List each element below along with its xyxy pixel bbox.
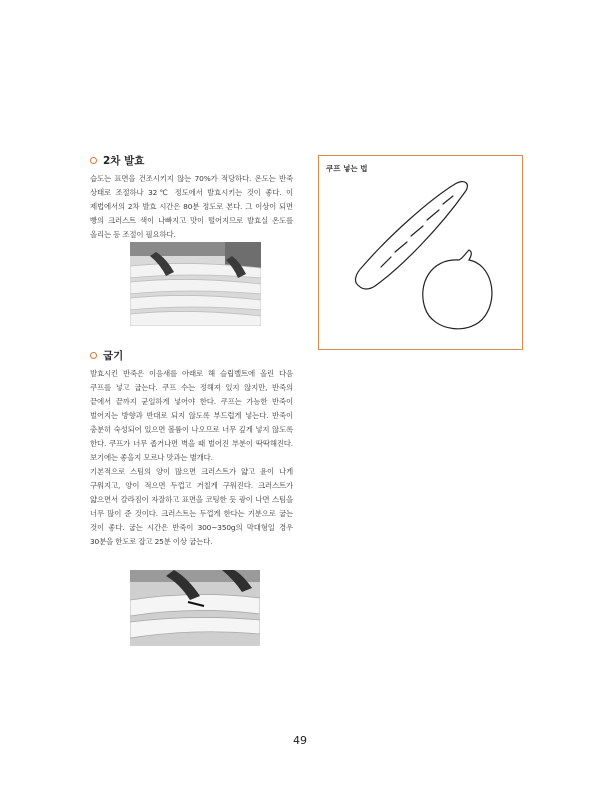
section-heading [90,153,293,168]
panel-title: 쿠프 넣는 법 [326,164,368,173]
page-number: 49 [293,734,307,747]
section-baking [90,348,293,549]
circle-bullet-icon [90,352,97,359]
paragraph: 습도는 표면을 건조시키지 않는 70%가 적당하다. 온도는 반죽 상태로 조절하나 32℃ 정도에서 발효시키는 것이 좋다. 이 제법에서의 2차 발효 시간은 80분 정도로 본다. 그 이상이 되면 빵의 크러스트 색이 나빠지고 맛이 떨어지므로 발효실 온도를 올리는 등 조절이 필요하다. [90,174,293,239]
paragraph: 기본적으로 스팀의 양이 많으면 크러스트가 얇고 윤이 나게 구워지고, 양이 적으면 두껍고 거칠게 구워진다. 크러스트가 얇으면서 갈라짐이 자잘하고 표면을 코팅한 듯 광이 나면 스팀을 너무 많이 준 것이다. 크러스트는 두껍게 한다는 기분으로 굽는 것이 좋다. 굽는 시간은 반죽이 300~350g의 막대형일 경우 30분을 한도로 잡고 25분 이상 굽는다. [90,467,293,546]
circle-bullet-icon [90,157,97,164]
baguette-and-round-loaf-scoring-illustration [319,156,522,349]
heading-text: 2차 발효 [103,155,145,167]
dough-loaves-photo [130,242,261,326]
scoring-dough-photo [130,570,260,646]
section-heading [90,348,293,363]
section-second-fermentation [90,153,293,242]
heading-text: 굽기 [103,350,124,362]
paragraph: 발효시킨 반죽은 이음새를 아래로 해 슬립벨트에 올린 다음 쿠프를 넣고 굽는다. 쿠프 수는 정해져 있지 않지만, 반죽의 끝에서 끝까지 균일하게 넣어야 한다. 쿠프는 가능한 반죽이 벌어지는 방향과 반대로 되지 않도록 부드럽게 넣는다. 반죽이 충분히 숙성되어 있으면 볼륨이 나오므로 너무 깊게 넣지 않도록 한다. 쿠프가 너무 좁거나면 벽을 때 벌어진 부분이 딱딱해진다. 보기에는 좋을지 모르나 맛과는 별개다. [90,369,293,462]
scoring-method-panel [318,155,523,350]
